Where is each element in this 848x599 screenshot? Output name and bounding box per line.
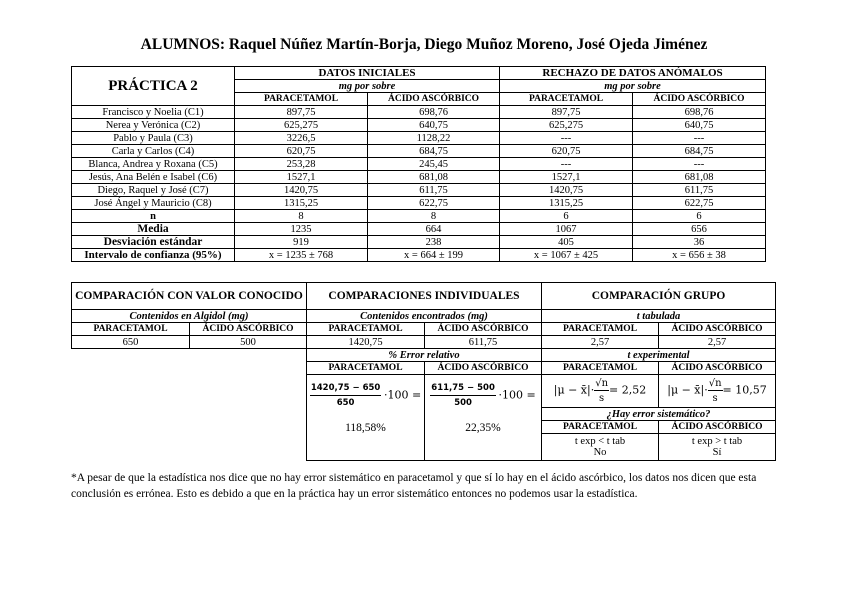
practice-title: PRÁCTICA 2 xyxy=(72,67,235,106)
cell: 238 xyxy=(368,236,500,249)
cell: 698,76 xyxy=(633,106,766,119)
cell: 8 xyxy=(368,210,500,223)
table-row xyxy=(72,171,766,184)
col-paracetamol: PARACETAMOL xyxy=(542,323,659,336)
error-formula-ascorbic: $\frac{611,75 - 500}{500}$ ·100 = 22,35% xyxy=(425,375,542,461)
known-ascorbic: 500 xyxy=(190,336,307,349)
table-row xyxy=(72,119,766,132)
fraction: $\frac{1420,75 - 650}{650}$ xyxy=(310,383,381,408)
cell: 253,28 xyxy=(235,158,368,171)
table-row xyxy=(72,158,766,171)
row-label: Media xyxy=(72,223,235,236)
row-label: Diego, Raquel y José (C7) xyxy=(72,184,235,197)
col-paracetamol: PARACETAMOL xyxy=(542,362,659,375)
systematic-ascorbic: t exp > t tab Sí xyxy=(659,434,776,461)
cell: --- xyxy=(500,158,633,171)
error-value: 22,35% xyxy=(465,422,501,434)
cell: 1315,25 xyxy=(500,197,633,210)
known-paracetamol: 650 xyxy=(72,336,190,349)
col-paracetamol: PARACETAMOL xyxy=(72,323,190,336)
cell: 6 xyxy=(633,210,766,223)
stats-row-ci xyxy=(72,249,766,262)
stats-row-stdev xyxy=(72,236,766,249)
fraction: $\frac{611,75 - 500}{500}$ xyxy=(431,383,495,408)
cell: 1315,25 xyxy=(235,197,368,210)
cell: 36 xyxy=(633,236,766,249)
cell: 1527,1 xyxy=(235,171,368,184)
header-known-value: COMPARACIÓN CON VALOR CONOCIDO xyxy=(72,283,307,310)
header-individual: COMPARACIONES INDIVIDUALES xyxy=(307,283,542,310)
header-group: COMPARACIÓN GRUPO xyxy=(542,283,776,310)
known-sub: Contenidos en Algidol (mg) xyxy=(72,310,307,323)
cell: x = 1235 ± 768 xyxy=(235,249,368,262)
cell: 897,75 xyxy=(500,106,633,119)
cell: 245,45 xyxy=(368,158,500,171)
row-label: Jesús, Ana Belén e Isabel (C6) xyxy=(72,171,235,184)
error-header: % Error relativo xyxy=(307,349,542,362)
table-row xyxy=(72,184,766,197)
col-paracetamol: PARACETAMOL xyxy=(500,93,633,106)
cell: 684,75 xyxy=(633,145,766,158)
cell: 6 xyxy=(500,210,633,223)
ttab-paracetamol: 2,57 xyxy=(542,336,659,349)
cell: --- xyxy=(500,132,633,145)
table-row xyxy=(72,197,766,210)
cell: --- xyxy=(633,158,766,171)
row-label: Blanca, Andrea y Roxana (C5) xyxy=(72,158,235,171)
row-label: Francisco y Noelia (C1) xyxy=(72,106,235,119)
col-ascorbic: ÁCIDO ASCÓRBICO xyxy=(659,362,776,375)
cell: 684,75 xyxy=(368,145,500,158)
cell: x = 656 ± 38 xyxy=(633,249,766,262)
cell: 625,275 xyxy=(235,119,368,132)
cell: 625,275 xyxy=(500,119,633,132)
row-label: Desviación estándar xyxy=(72,236,235,249)
unit-label: mg por sobre xyxy=(235,80,500,93)
texp-header: t experimental xyxy=(542,349,776,362)
col-paracetamol: PARACETAMOL xyxy=(307,323,425,336)
cell: 620,75 xyxy=(235,145,368,158)
footnote: *A pesar de que la estadística nos dice que no hay error sistemático en paracetamol y que sí lo hay en el ácido ascórbico, los datos nos dicen que esta conclusión es errónea. Esto es debido a que en la práctica hay un error sistemático entonces no podemos usar la estadística. xyxy=(71,472,757,500)
cell: 1420,75 xyxy=(500,184,633,197)
col-ascorbic: ÁCIDO ASCÓRBICO xyxy=(425,323,542,336)
texp-paracetamol: |μ − x̄|· $\frac{√n}{s}$ = 2,52 xyxy=(542,375,659,408)
cell: x = 1067 ± 425 xyxy=(500,249,633,262)
error-formula-paracetamol: $\frac{1420,75 - 650}{650}$ ·100 = 118,58% xyxy=(307,375,425,461)
texp-ascorbic: |μ − x̄|· $\frac{√n}{s}$ = 10,57 xyxy=(659,375,776,408)
systematic-paracetamol: t exp < t tab No xyxy=(542,434,659,461)
col-ascorbic: ÁCIDO ASCÓRBICO xyxy=(659,323,776,336)
col-ascorbic: ÁCIDO ASCÓRBICO xyxy=(368,93,500,106)
cell: 656 xyxy=(633,223,766,236)
cell: 622,75 xyxy=(368,197,500,210)
col-paracetamol: PARACETAMOL xyxy=(235,93,368,106)
table-row xyxy=(72,132,766,145)
col-paracetamol: PARACETAMOL xyxy=(542,421,659,434)
comparison-table xyxy=(71,282,776,461)
cell: 681,08 xyxy=(368,171,500,184)
error-value: 118,58% xyxy=(345,422,386,434)
cell: 3226,5 xyxy=(235,132,368,145)
col-ascorbic: ÁCIDO ASCÓRBICO xyxy=(633,93,766,106)
table-row xyxy=(72,106,766,119)
cell: 620,75 xyxy=(500,145,633,158)
col-ascorbic: ÁCIDO ASCÓRBICO xyxy=(190,323,307,336)
cell: 640,75 xyxy=(633,119,766,132)
cell: 611,75 xyxy=(368,184,500,197)
cell: --- xyxy=(633,132,766,145)
group-sub: t tabulada xyxy=(542,310,776,323)
col-ascorbic: ÁCIDO ASCÓRBICO xyxy=(659,421,776,434)
row-label: Carla y Carlos (C4) xyxy=(72,145,235,158)
stats-row-mean xyxy=(72,223,766,236)
cell: 8 xyxy=(235,210,368,223)
cell: 1527,1 xyxy=(500,171,633,184)
ttab-ascorbic: 2,57 xyxy=(659,336,776,349)
header-outlier-rejection: RECHAZO DE DATOS ANÓMALOS xyxy=(500,67,766,80)
row-label: José Ángel y Mauricio (C8) xyxy=(72,197,235,210)
table-row xyxy=(72,145,766,158)
col-ascorbic: ÁCIDO ASCÓRBICO xyxy=(425,362,542,375)
row-label: Nerea y Verónica (C2) xyxy=(72,119,235,132)
cell: 919 xyxy=(235,236,368,249)
cell: 681,08 xyxy=(633,171,766,184)
row-label: Pablo y Paula (C3) xyxy=(72,132,235,145)
systematic-error-header: ¿Hay error sistemático? xyxy=(542,408,776,421)
found-paracetamol: 1420,75 xyxy=(307,336,425,349)
row-label: n xyxy=(72,210,235,223)
header-initial-data: DATOS INICIALES xyxy=(235,67,500,80)
cell: 640,75 xyxy=(368,119,500,132)
cell: 611,75 xyxy=(633,184,766,197)
cell: 622,75 xyxy=(633,197,766,210)
page-title: ALUMNOS: Raquel Núñez Martín-Borja, Diego Muñoz Moreno, José Ojeda Jiménez xyxy=(140,36,708,53)
cell: x = 664 ± 199 xyxy=(368,249,500,262)
cell: 1067 xyxy=(500,223,633,236)
cell: 698,76 xyxy=(368,106,500,119)
found-ascorbic: 611,75 xyxy=(425,336,542,349)
cell: 1420,75 xyxy=(235,184,368,197)
row-label: Intervalo de confianza (95%) xyxy=(72,249,235,262)
cell: 405 xyxy=(500,236,633,249)
stats-row-n xyxy=(72,210,766,223)
col-paracetamol: PARACETAMOL xyxy=(307,362,425,375)
cell: 897,75 xyxy=(235,106,368,119)
cell: 1128,22 xyxy=(368,132,500,145)
cell: 664 xyxy=(368,223,500,236)
individual-sub: Contenidos encontrados (mg) xyxy=(307,310,542,323)
cell: 1235 xyxy=(235,223,368,236)
unit-label: mg por sobre xyxy=(500,80,766,93)
data-table xyxy=(71,66,766,262)
